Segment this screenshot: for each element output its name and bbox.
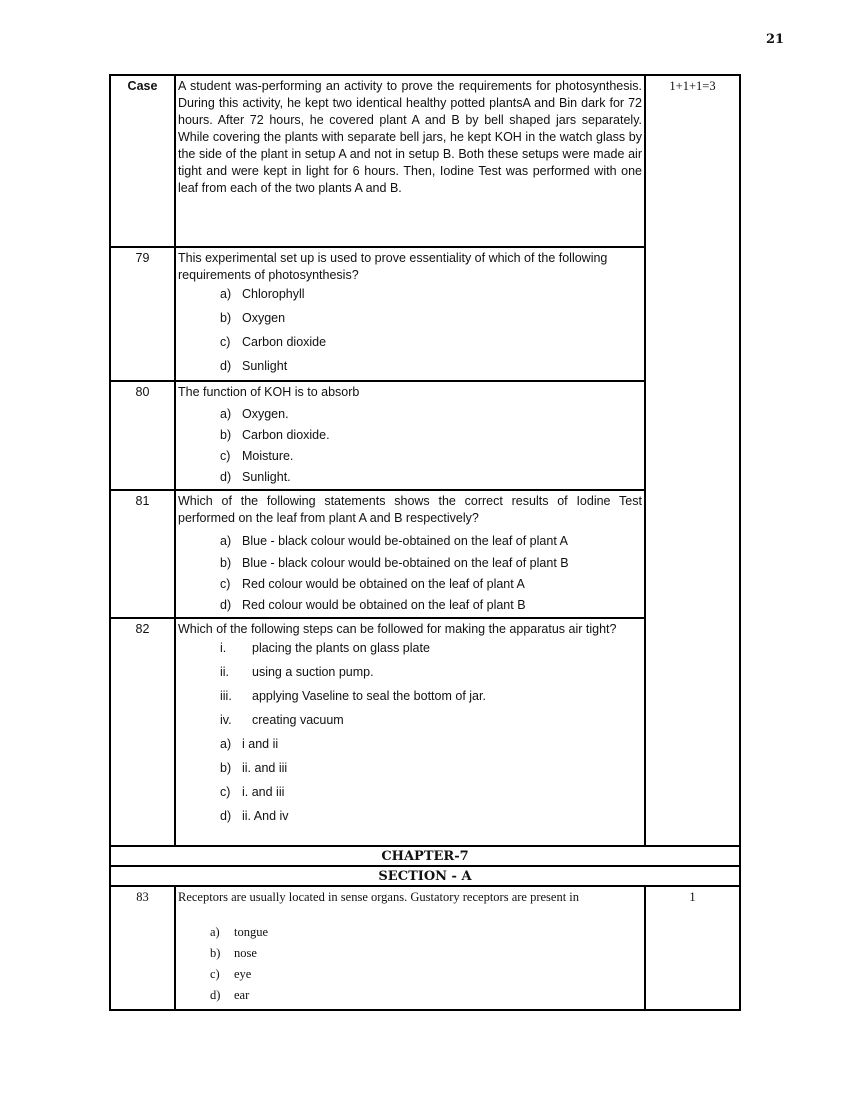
question-number: 80	[110, 381, 175, 490]
question-text: The function of KOH is to absorb	[178, 385, 360, 399]
section-heading: SECTION - A	[110, 866, 740, 886]
marks-cell	[645, 247, 740, 381]
question-text: Receptors are usually located in sense organs. Gustatory receptors are present in	[178, 890, 580, 904]
question-row-81	[110, 490, 740, 618]
chapter-row	[110, 846, 740, 866]
option: b) Carbon dioxide.	[220, 428, 330, 442]
option: d) ii. And iv	[220, 809, 289, 823]
option: c) eye	[210, 967, 252, 981]
option: d) ear	[210, 988, 250, 1002]
statement: i. placing the plants on glass plate	[220, 641, 430, 655]
section-row	[110, 866, 740, 886]
case-row	[110, 75, 740, 247]
option: a) Oxygen.	[220, 407, 289, 421]
option: c) i. and iii	[220, 785, 285, 799]
case-label: Case	[110, 75, 175, 247]
marks-cell: 1	[645, 886, 740, 1010]
marks-cell	[645, 490, 740, 618]
option: b) Blue - black colour would be-obtained on the leaf of plant B	[220, 556, 569, 570]
option: d) Red colour would be obtained on the leaf of plant B	[220, 598, 526, 612]
question-body	[175, 247, 645, 381]
statement: iii. applying Vaseline to seal the bottom of jar.	[220, 689, 486, 703]
marks-cell	[645, 618, 740, 846]
question-text: Which of the following statements shows the correct results of Iodine Test performed on the leaf from plant A and B respectively?	[178, 494, 642, 525]
option: d) Sunlight.	[220, 470, 291, 484]
question-row-82	[110, 618, 740, 846]
option: b) ii. and iii	[220, 761, 288, 775]
question-body	[175, 490, 645, 618]
option: a) Chlorophyll	[220, 287, 305, 301]
question-row-83	[110, 886, 740, 1010]
option: a) tongue	[210, 925, 269, 939]
question-number: 79	[110, 247, 175, 381]
question-body	[175, 886, 645, 1010]
question-text: This experimental set up is used to prove essentiality of which of the following requirements of photosynthesis?	[178, 251, 608, 282]
option: a) i and ii	[220, 737, 279, 751]
option: c) Moisture.	[220, 449, 294, 463]
option: c) Red colour would be obtained on the leaf of plant A	[220, 577, 525, 591]
question-body	[175, 381, 645, 490]
option: b) Oxygen	[220, 311, 286, 325]
case-text: A student was-performing an activity to prove the requirements for photosynthesis. During this activity, he kept two identical healthy potted plantsA and Bin dark for 72 hours. After 72 hours, he covered plant A and B by bell shaped jars separately. While covering the plants with separate bell jars, he kept KOH in the watch glass by the side of the plant in setup A and not in setup B. Both these setups were made air tight and were kept in light for 6 hours. Then, Iodine Test was performed with one leaf from each of the two plants A and B.	[175, 75, 645, 247]
chapter-heading: CHAPTER-7	[110, 846, 740, 866]
question-body	[175, 618, 645, 846]
option: a) Blue - black colour would be-obtained on the leaf of plant A	[220, 534, 568, 548]
question-row-80	[110, 381, 740, 490]
statement: iv. creating vacuum	[220, 713, 344, 727]
question-text: Which of the following steps can be followed for making the apparatus air tight?	[178, 622, 617, 636]
option: b) nose	[210, 946, 257, 960]
question-number: 83	[110, 886, 175, 1010]
marks-cell	[645, 381, 740, 490]
option: c) Carbon dioxide	[220, 335, 327, 349]
case-marks: 1+1+1=3	[645, 75, 740, 247]
question-number: 82	[110, 618, 175, 846]
statement: ii. using a suction pump.	[220, 665, 374, 679]
question-row-79	[110, 247, 740, 381]
question-number: 81	[110, 490, 175, 618]
option: d) Sunlight	[220, 359, 288, 373]
question-table	[109, 74, 741, 1011]
page-number: 21	[766, 32, 785, 47]
